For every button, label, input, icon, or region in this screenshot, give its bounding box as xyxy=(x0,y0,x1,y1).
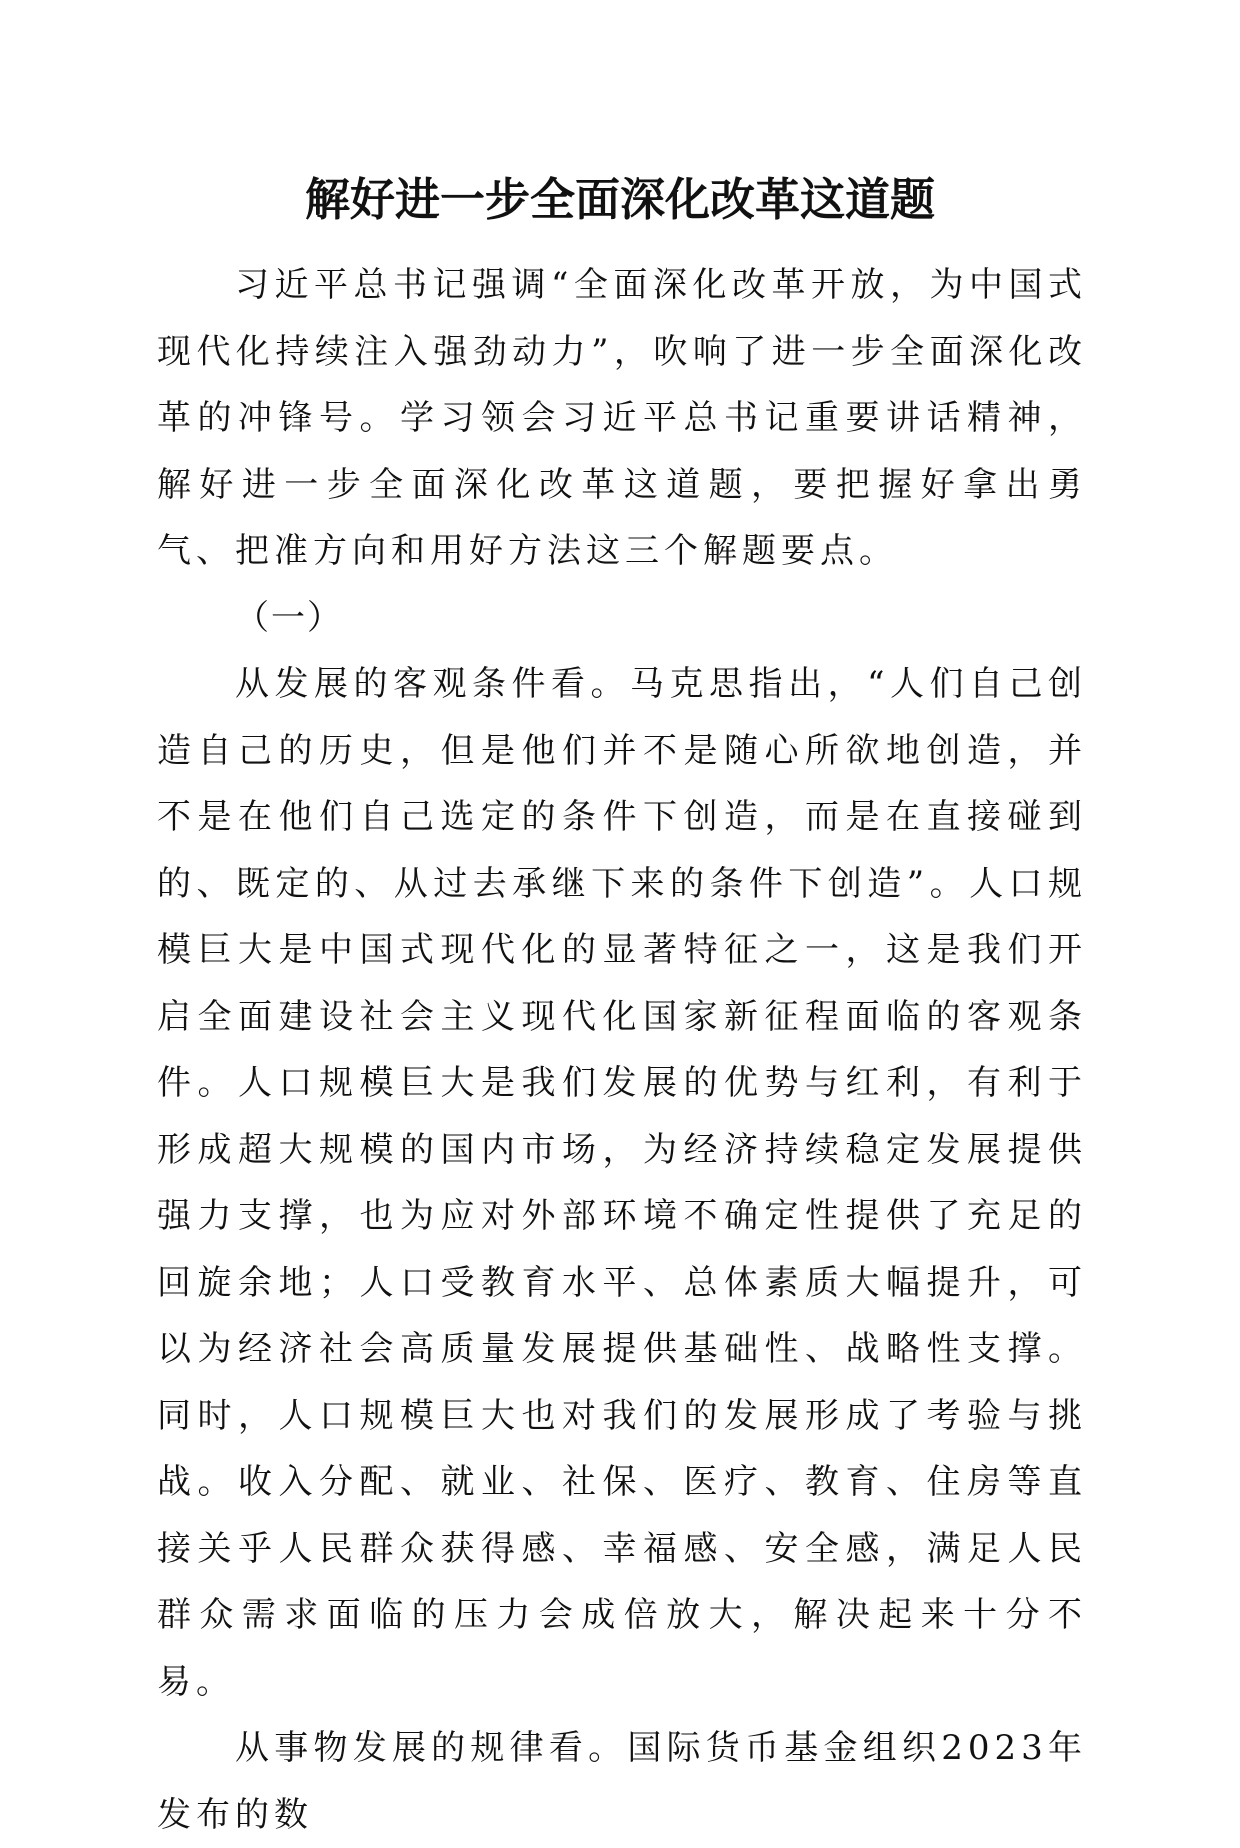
section-heading-one: （一） xyxy=(235,597,343,638)
document-body xyxy=(157,252,1087,1848)
intro-paragraph: 习近平总书记强调“全面深化改革开放，为中国式现代化持续注入强劲动力”，吹响了进一步全面深化改革的冲锋号。学习领会习近平总书记重要讲话精神，解好进一步全面深化改革这道题，要把握好拿出勇气、把准方向和用好方法这三个解题要点。 xyxy=(157,265,1087,571)
document-title: 解好进一步全面深化改革这道题 xyxy=(304,173,935,226)
objective-conditions-paragraph: 从发展的客观条件看。马克思指出，“人们自己创造自己的历史，但是他们并不是随心所欲地创造，并不是在他们自己选定的条件下创造，而是在直接碰到的、既定的、从过去承继下来的条件下创造”。人口规模巨大是中国式现代化的显著特征之一，这是我们开启全面建设社会主义现代化国家新征程面临的客观条件。人口规模巨大是我们发展的优势与红利，有利于形成超大规模的国内市场，为经济持续稳定发展提供强力支撑，也为应对外部环境不确定性提供了充足的回旋余地；人口受教育水平、总体素质大幅提升，可以为经济社会高质量发展提供基础性、战略性支撑。同时，人口规模巨大也对我们的发展形成了考验与挑战。收入分配、就业、社保、医疗、教育、住房等直接关乎人民群众获得感、幸福感、安全感，满足人民群众需求面临的压力会成倍放大，解决起来十分不易。 xyxy=(157,664,1087,1702)
development-law-paragraph: 从事物发展的规律看。国际货币基金组织2023年发布的数 xyxy=(157,1728,1087,1835)
